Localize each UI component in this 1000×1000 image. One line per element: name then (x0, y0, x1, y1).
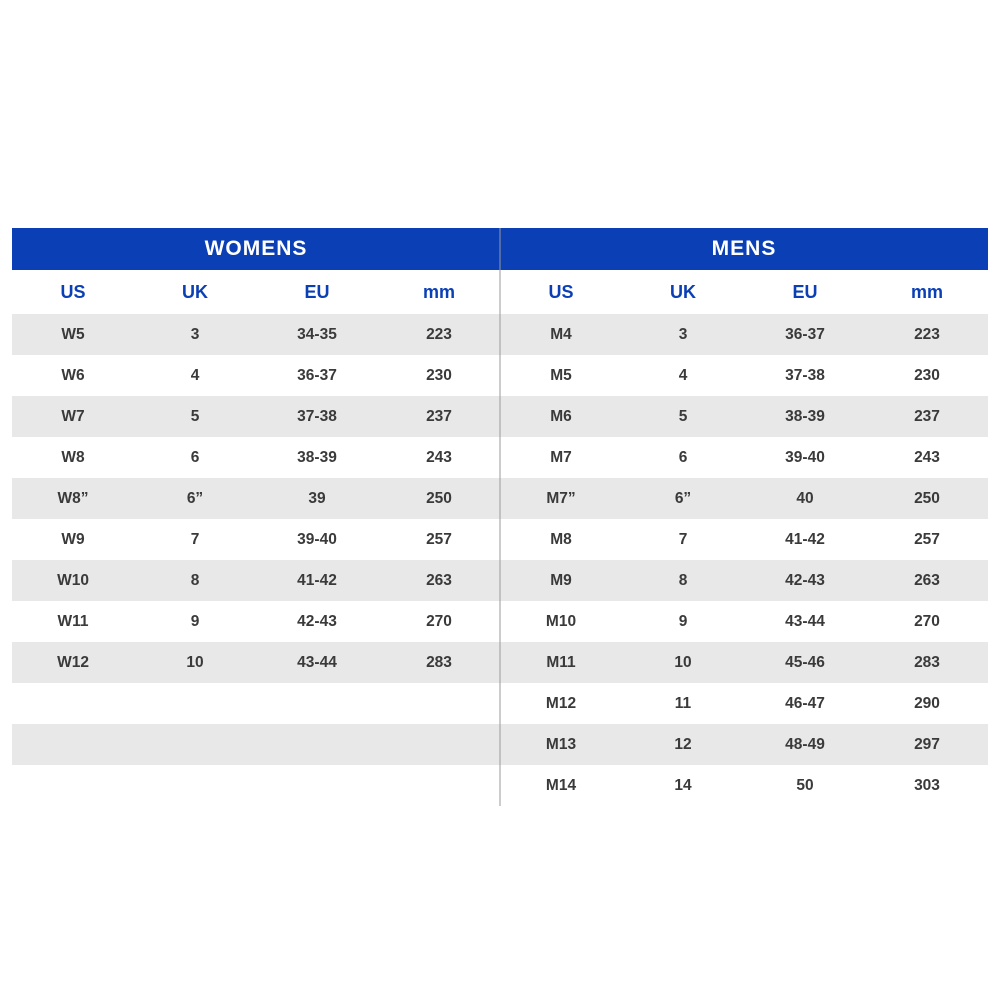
cell-us: W12 (12, 642, 134, 683)
cell-us: M4 (500, 314, 622, 355)
cell-mm: 257 (378, 519, 500, 560)
cell-eu (256, 724, 378, 765)
cell-us: M13 (500, 724, 622, 765)
cell-uk (134, 724, 256, 765)
mens-col-mm: mm (866, 270, 988, 314)
table-row (500, 724, 988, 765)
mens-table (500, 270, 988, 806)
table-row (12, 560, 500, 601)
cell-mm: 270 (378, 601, 500, 642)
cell-mm: 263 (866, 560, 988, 601)
cell-uk (134, 765, 256, 806)
cell-us: W5 (12, 314, 134, 355)
table-row (500, 314, 988, 355)
cell-eu: 42-43 (256, 601, 378, 642)
cell-mm: 303 (866, 765, 988, 806)
cell-mm: 243 (866, 437, 988, 478)
cell-us: W8” (12, 478, 134, 519)
cell-mm: 270 (866, 601, 988, 642)
table-row (500, 519, 988, 560)
cell-eu: 50 (744, 765, 866, 806)
cell-us: W7 (12, 396, 134, 437)
cell-mm: 250 (378, 478, 500, 519)
cell-uk: 10 (134, 642, 256, 683)
cell-uk: 8 (622, 560, 744, 601)
cell-eu: 46-47 (744, 683, 866, 724)
mens-col-uk: UK (622, 270, 744, 314)
table-row (12, 642, 500, 683)
cell-eu: 41-42 (256, 560, 378, 601)
cell-eu: 41-42 (744, 519, 866, 560)
size-tables-container (12, 228, 988, 806)
cell-uk: 8 (134, 560, 256, 601)
size-conversion-chart (12, 228, 988, 806)
table-row (12, 437, 500, 478)
mens-size-table (500, 228, 988, 806)
cell-eu: 37-38 (744, 355, 866, 396)
table-row (500, 355, 988, 396)
table-row (12, 396, 500, 437)
table-row-empty (12, 765, 500, 806)
cell-us: M6 (500, 396, 622, 437)
table-row (500, 396, 988, 437)
womens-table (12, 270, 500, 806)
table-row (12, 478, 500, 519)
cell-mm: 263 (378, 560, 500, 601)
table-row-empty (12, 724, 500, 765)
cell-mm: 237 (378, 396, 500, 437)
cell-us: M7” (500, 478, 622, 519)
cell-us (12, 724, 134, 765)
table-row (12, 601, 500, 642)
cell-eu: 39-40 (744, 437, 866, 478)
cell-mm (378, 683, 500, 724)
cell-uk: 12 (622, 724, 744, 765)
cell-eu: 38-39 (744, 396, 866, 437)
table-row (500, 765, 988, 806)
cell-us: W6 (12, 355, 134, 396)
cell-eu: 36-37 (744, 314, 866, 355)
cell-mm: 223 (378, 314, 500, 355)
cell-mm: 257 (866, 519, 988, 560)
cell-us: W10 (12, 560, 134, 601)
cell-us (12, 683, 134, 724)
cell-uk (134, 683, 256, 724)
cell-mm: 230 (866, 355, 988, 396)
cell-eu: 45-46 (744, 642, 866, 683)
womens-table-heading: WOMENS (12, 228, 500, 270)
cell-uk: 9 (622, 601, 744, 642)
womens-col-eu: EU (256, 270, 378, 314)
table-row (500, 601, 988, 642)
cell-us: M5 (500, 355, 622, 396)
cell-uk: 9 (134, 601, 256, 642)
cell-us: M12 (500, 683, 622, 724)
table-row (500, 642, 988, 683)
cell-uk: 6” (622, 478, 744, 519)
mens-header-row (500, 270, 988, 314)
cell-us (12, 765, 134, 806)
table-row (500, 683, 988, 724)
cell-uk: 6 (622, 437, 744, 478)
cell-eu: 39-40 (256, 519, 378, 560)
table-row-empty (12, 683, 500, 724)
cell-mm (378, 724, 500, 765)
womens-table-body (12, 314, 500, 806)
cell-mm: 290 (866, 683, 988, 724)
table-row (12, 355, 500, 396)
cell-eu: 38-39 (256, 437, 378, 478)
cell-us: M7 (500, 437, 622, 478)
cell-uk: 6 (134, 437, 256, 478)
mens-table-body (500, 314, 988, 806)
cell-eu (256, 683, 378, 724)
cell-eu: 42-43 (744, 560, 866, 601)
cell-mm: 243 (378, 437, 500, 478)
cell-us: W9 (12, 519, 134, 560)
cell-mm: 250 (866, 478, 988, 519)
table-row (500, 560, 988, 601)
cell-eu: 43-44 (744, 601, 866, 642)
table-row (500, 437, 988, 478)
cell-mm: 230 (378, 355, 500, 396)
cell-uk: 4 (134, 355, 256, 396)
cell-uk: 3 (134, 314, 256, 355)
cell-eu: 39 (256, 478, 378, 519)
mens-table-heading: MENS (500, 228, 988, 270)
cell-uk: 10 (622, 642, 744, 683)
cell-us: M9 (500, 560, 622, 601)
cell-us: M10 (500, 601, 622, 642)
cell-uk: 6” (134, 478, 256, 519)
cell-us: W8 (12, 437, 134, 478)
cell-mm: 283 (378, 642, 500, 683)
cell-eu: 43-44 (256, 642, 378, 683)
womens-table-head (12, 270, 500, 314)
cell-mm: 223 (866, 314, 988, 355)
cell-eu: 48-49 (744, 724, 866, 765)
cell-us: W11 (12, 601, 134, 642)
cell-us: M14 (500, 765, 622, 806)
table-row (12, 519, 500, 560)
cell-eu: 37-38 (256, 396, 378, 437)
table-row (12, 314, 500, 355)
cell-uk: 7 (622, 519, 744, 560)
cell-mm: 283 (866, 642, 988, 683)
cell-uk: 7 (134, 519, 256, 560)
table-divider (500, 228, 501, 806)
womens-size-table (12, 228, 500, 806)
cell-uk: 11 (622, 683, 744, 724)
cell-uk: 3 (622, 314, 744, 355)
cell-mm: 237 (866, 396, 988, 437)
cell-uk: 4 (622, 355, 744, 396)
cell-eu: 34-35 (256, 314, 378, 355)
cell-eu: 40 (744, 478, 866, 519)
womens-col-us: US (12, 270, 134, 314)
table-row (500, 478, 988, 519)
cell-us: M8 (500, 519, 622, 560)
cell-eu: 36-37 (256, 355, 378, 396)
mens-table-head (500, 270, 988, 314)
womens-col-mm: mm (378, 270, 500, 314)
womens-header-row (12, 270, 500, 314)
cell-mm (378, 765, 500, 806)
womens-col-uk: UK (134, 270, 256, 314)
mens-col-eu: EU (744, 270, 866, 314)
mens-col-us: US (500, 270, 622, 314)
cell-mm: 297 (866, 724, 988, 765)
cell-uk: 5 (622, 396, 744, 437)
cell-eu (256, 765, 378, 806)
cell-uk: 14 (622, 765, 744, 806)
cell-uk: 5 (134, 396, 256, 437)
cell-us: M11 (500, 642, 622, 683)
